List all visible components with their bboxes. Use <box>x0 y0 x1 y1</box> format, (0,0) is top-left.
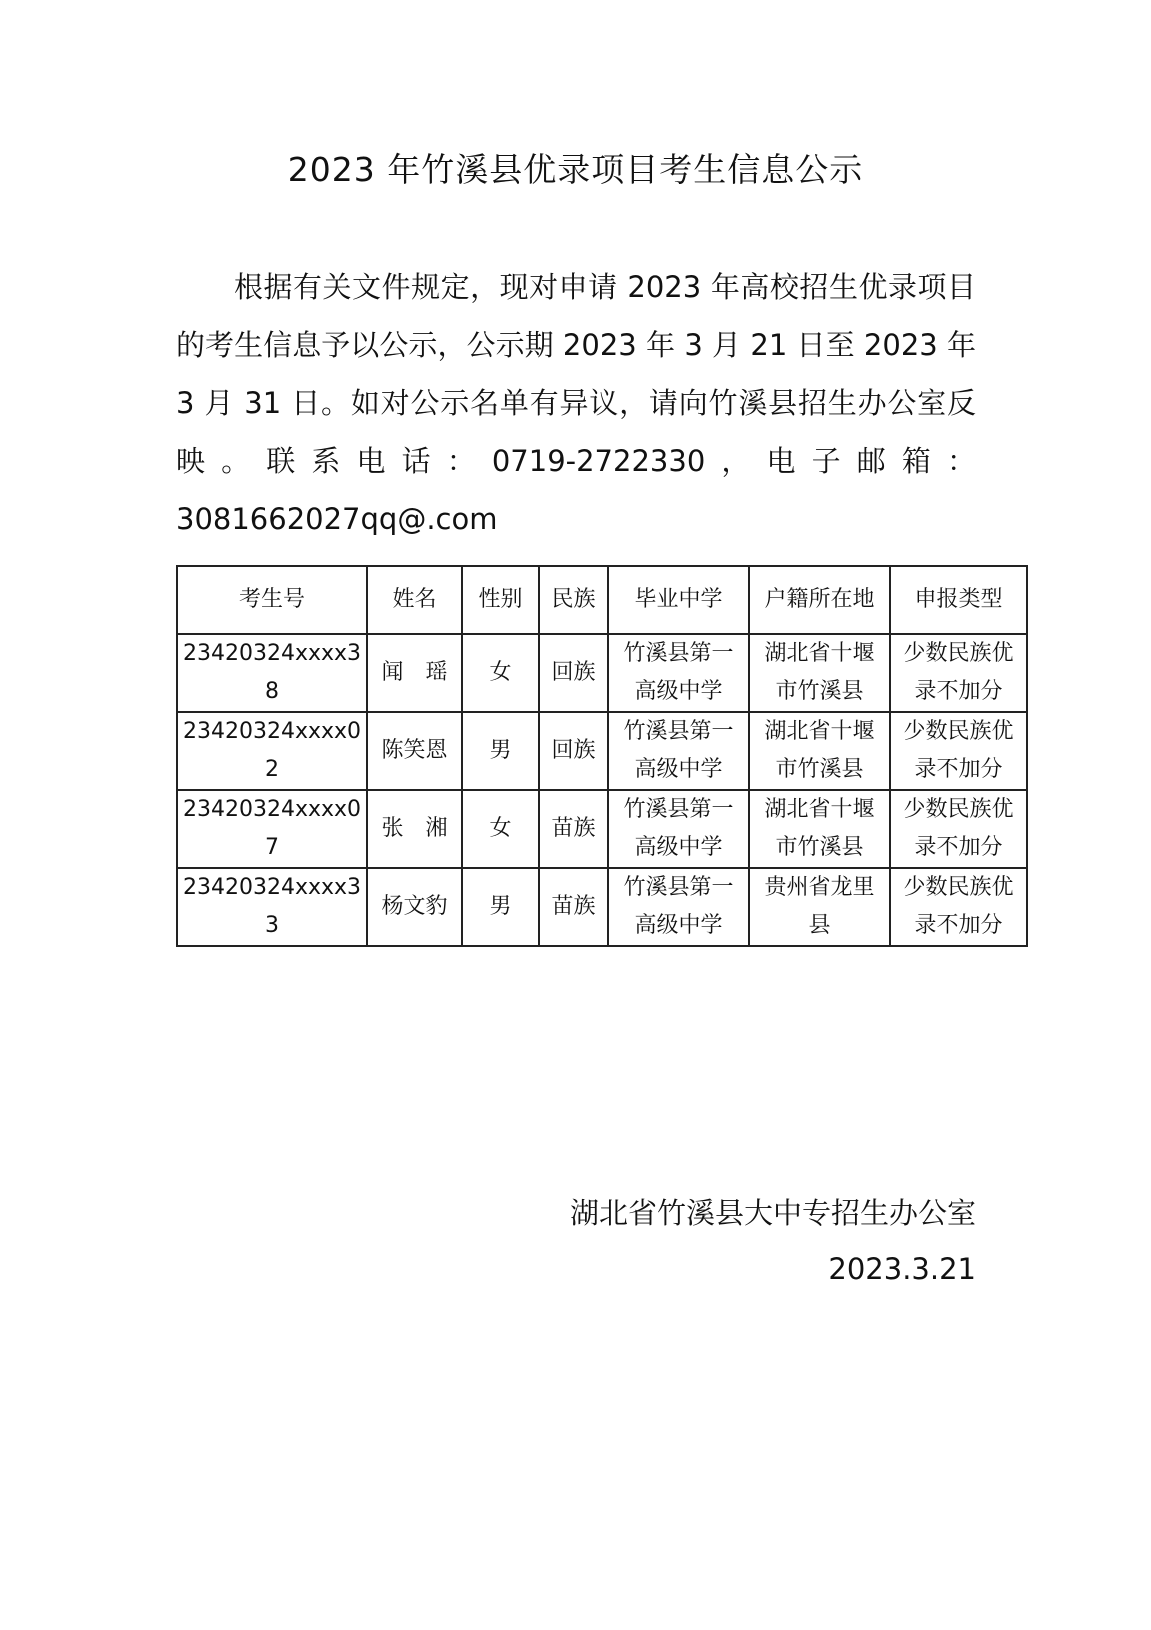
header-school: 毕业中学 <box>608 566 749 634</box>
table-row <box>177 712 1027 790</box>
cell-ethnicity: 苗族 <box>539 790 608 868</box>
cell-gender: 男 <box>462 868 539 946</box>
document-title: 2023 年竹溪县优录项目考生信息公示 <box>287 150 864 189</box>
cell-name: 陈笑恩 <box>367 712 462 790</box>
cell-gender: 男 <box>462 712 539 790</box>
header-name: 姓名 <box>367 566 462 634</box>
cell-application-type: 少数民族优录不加分 <box>890 712 1027 790</box>
issuing-office: 湖北省竹溪县大中专招生办公室 <box>569 1196 976 1230</box>
header-gender: 性别 <box>462 566 539 634</box>
issue-date: 2023.3.21 <box>828 1252 976 1286</box>
header-application-type: 申报类型 <box>890 566 1027 634</box>
cell-name: 张 湘 <box>367 790 462 868</box>
header-residence: 户籍所在地 <box>749 566 890 634</box>
announcement-paragraph <box>176 258 976 548</box>
cell-school: 竹溪县第一高级中学 <box>608 868 749 946</box>
cell-school: 竹溪县第一高级中学 <box>608 712 749 790</box>
table-row <box>177 790 1027 868</box>
candidate-table <box>176 565 1028 947</box>
announcement-text: 根据有关文件规定，现对申请 2023 年高校招生优录项目的考生信息予以公示，公示期 2023 年 3 月 21 日至 2023 年 3 月 31 日。如对公示名单有异议，请向竹溪县招生办公室反映。联系电话：0719-2722330，电子邮箱：3081662027qq@.com <box>176 270 976 536</box>
cell-name: 闻 瑶 <box>367 634 462 712</box>
cell-residence: 湖北省十堰市竹溪县 <box>749 634 890 712</box>
header-ethnicity: 民族 <box>539 566 608 634</box>
cell-residence: 湖北省十堰市竹溪县 <box>749 790 890 868</box>
cell-exam-id: 23420324xxxx33 <box>177 868 367 946</box>
cell-residence: 贵州省龙里县 <box>749 868 890 946</box>
cell-school: 竹溪县第一高级中学 <box>608 790 749 868</box>
cell-school: 竹溪县第一高级中学 <box>608 634 749 712</box>
signature-block <box>570 1185 976 1297</box>
cell-residence: 湖北省十堰市竹溪县 <box>749 712 890 790</box>
cell-exam-id: 23420324xxxx07 <box>177 790 367 868</box>
cell-gender: 女 <box>462 634 539 712</box>
cell-ethnicity: 回族 <box>539 712 608 790</box>
cell-gender: 女 <box>462 790 539 868</box>
cell-ethnicity: 苗族 <box>539 868 608 946</box>
cell-exam-id: 23420324xxxx38 <box>177 634 367 712</box>
table-header-row <box>177 566 1027 634</box>
cell-application-type: 少数民族优录不加分 <box>890 634 1027 712</box>
cell-exam-id: 23420324xxxx02 <box>177 712 367 790</box>
table-row <box>177 634 1027 712</box>
cell-name: 杨文豹 <box>367 868 462 946</box>
cell-ethnicity: 回族 <box>539 634 608 712</box>
header-exam-id: 考生号 <box>177 566 367 634</box>
cell-application-type: 少数民族优录不加分 <box>890 790 1027 868</box>
cell-application-type: 少数民族优录不加分 <box>890 868 1027 946</box>
table-row <box>177 868 1027 946</box>
